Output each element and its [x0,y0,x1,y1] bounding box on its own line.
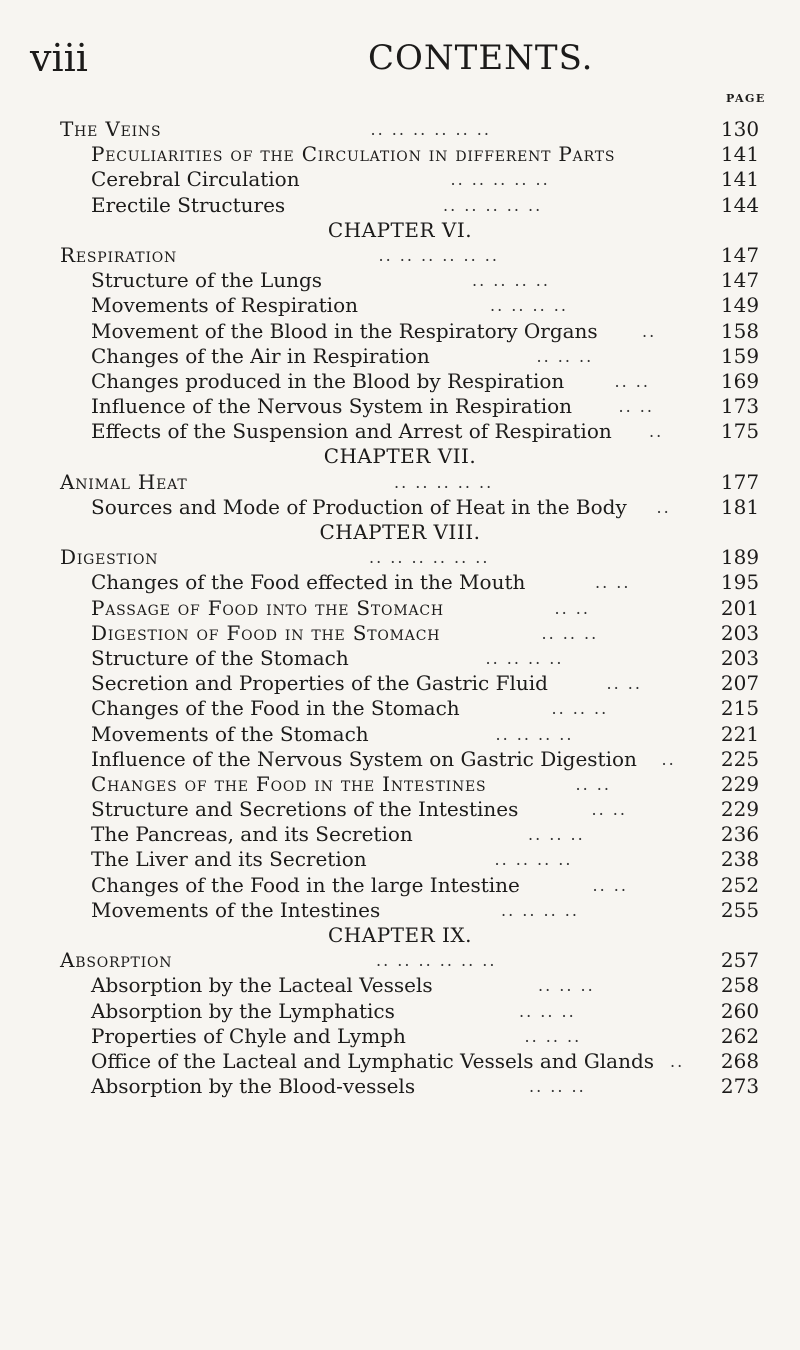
toc-page-number: 201 [720,595,760,620]
toc-page-number: 203 [720,620,760,645]
toc-entry [0,999,800,1024]
toc-page-number: 177 [720,469,760,494]
toc-entry-title: Changes of the Food in the Intestines [91,771,487,796]
toc-entry-title: Digestion of Food in the Stomach [91,620,441,645]
dot-leaders: .. .. .. [536,346,594,366]
toc-page-number: 173 [720,394,760,419]
dot-leaders: .. .. [591,800,627,820]
toc-entry [0,268,800,293]
chapter-heading [0,520,800,545]
toc-page-number: 147 [720,268,760,293]
toc-entry-title: Changes of the Food in the Stomach [91,696,460,721]
dot-leaders: .. .. .. .. [472,271,550,291]
dot-leaders: .. .. .. .. .. .. [376,951,497,971]
toc-entry-title: Cerebral Circulation [91,167,300,192]
dot-leaders: .. .. [575,774,611,794]
toc-page-number: 229 [720,797,760,822]
dot-leaders: .. .. .. .. .. [450,170,550,190]
toc-page-number: 189 [720,545,760,570]
toc-page-number: 260 [720,998,760,1023]
toc-page-number: 258 [720,973,760,998]
toc-page-number: 268 [720,1048,760,1073]
toc-entry [0,1049,800,1074]
table-of-contents [0,117,800,1099]
toc-page-number: 149 [720,293,760,318]
toc-entry-title: Absorption by the Lymphatics [91,998,395,1023]
toc-entry [0,797,800,822]
dot-leaders: .. [642,321,657,341]
toc-entry-title: Movements of Respiration [91,293,358,318]
dot-leaders: .. [649,422,664,442]
toc-entry-title: Animal Heat [60,469,188,494]
toc-entry [0,646,800,671]
toc-entry [0,495,800,520]
toc-entry-title: Absorption by the Blood-vessels [91,1074,416,1099]
toc-entry-title: Structure and Secretions of the Intestines [91,797,519,822]
toc-entry [0,117,800,142]
toc-entry [0,1024,800,1049]
dot-leaders: .. .. [592,875,628,895]
toc-page-number: 255 [720,897,760,922]
dot-leaders: .. .. [618,397,654,417]
toc-entry-title: Digestion [60,545,159,570]
dot-leaders: .. .. .. .. [490,296,568,316]
dot-leaders: .. .. .. [541,623,599,643]
toc-page-number: 207 [720,671,760,696]
toc-page-number: 195 [720,570,760,595]
running-header [0,36,800,80]
toc-entry-title: Peculiarities of the Circulation in different Parts [91,142,616,167]
toc-entry [0,1074,800,1099]
toc-entry [0,671,800,696]
toc-entry [0,369,800,394]
dot-leaders: .. .. .. .. .. [443,195,543,215]
toc-page-number: 147 [720,242,760,267]
running-title: CONTENTS. [368,38,594,78]
toc-entry [0,394,800,419]
toc-entry-title: Office of the Lacteal and Lymphatic Vessels and Glands [91,1048,655,1073]
dot-leaders: .. .. .. .. [494,850,573,870]
toc-entry-title: Movement of the Blood in the Respiratory Organs [91,318,598,343]
toc-entry-title: Erectile Structures [91,192,286,217]
toc-entry [0,142,800,167]
dot-leaders: .. .. .. .. .. .. [370,120,491,139]
toc-entry-title: Changes produced in the Blood by Respiration [91,368,565,393]
toc-entry [0,822,800,847]
toc-page-number: 144 [720,192,760,217]
dot-leaders: .. .. [614,371,650,391]
toc-page-number: 252 [720,872,760,897]
dot-leaders: .. .. .. .. .. .. [378,245,499,265]
toc-entry [0,747,800,772]
toc-page-number: 221 [720,721,760,746]
dot-leaders: .. .. .. [529,1077,586,1097]
toc-page-number: 169 [720,368,760,393]
toc-entry-title: The Liver and its Secretion [91,847,367,872]
toc-page-number: 181 [720,494,760,519]
toc-entry-title: Movements of the Intestines [91,897,381,922]
chapter-heading [0,218,800,243]
toc-page-number: 215 [720,696,760,721]
toc-entry-title: Changes of the Food effected in the Mouth [91,570,526,595]
toc-entry-title: Effects of the Suspension and Arrest of Respiration [91,419,612,444]
toc-page-number: 159 [720,343,760,368]
chapter-title: CHAPTER VII. [323,444,477,469]
toc-entry-title: Absorption by the Lacteal Vessels [91,973,433,998]
toc-entry-title: Structure of the Stomach [91,645,349,670]
toc-page-number: 262 [720,1023,760,1048]
toc-page-number: 225 [720,746,760,771]
page-folio: viii [30,36,88,80]
toc-page-number: 141 [720,142,760,167]
toc-entry [0,898,800,923]
toc-entry-title: Influence of the Nervous System in Respiration [91,394,573,419]
toc-page-number: 229 [720,771,760,796]
toc-page-number: 175 [720,419,760,444]
chapter-title: CHAPTER VI. [327,217,473,242]
toc-entry [0,621,800,646]
dot-leaders: .. [656,497,671,517]
toc-entry [0,293,800,318]
dot-leaders: .. .. .. [524,1026,582,1046]
toc-entry [0,419,800,444]
toc-entry-title: Changes of the Air in Respiration [91,343,430,368]
toc-entry-title: Absorption [60,948,173,973]
toc-entry [0,948,800,973]
dot-leaders: .. .. [554,598,590,618]
toc-entry [0,772,800,797]
toc-entry [0,167,800,192]
toc-page-number: 273 [720,1074,760,1099]
toc-page-number: 238 [720,847,760,872]
dot-leaders: .. .. .. [519,1001,576,1021]
toc-page-number: 130 [720,117,760,141]
toc-entry [0,319,800,344]
toc-entry-title: Changes of the Food in the large Intestine [91,872,520,897]
chapter-heading [0,923,800,948]
toc-entry [0,847,800,872]
toc-entry [0,344,800,369]
dot-leaders: .. .. .. [528,825,585,845]
chapter-title: CHAPTER IX. [328,923,472,947]
toc-page-number: 203 [720,645,760,670]
toc-entry [0,596,800,621]
toc-entry-title: Passage of Food into the Stomach [91,595,444,620]
toc-entry [0,722,800,747]
chapter-heading [0,444,800,469]
dot-leaders: .. .. .. .. [501,900,579,920]
toc-entry [0,193,800,218]
toc-entry-title: Secretion and Properties of the Gastric Fluid [91,671,548,696]
toc-page-number: 236 [720,822,760,847]
toc-entry [0,873,800,898]
dot-leaders: .. .. .. .. [485,648,564,668]
toc-entry-title: Respiration [60,242,178,267]
toc-page-number: 141 [720,167,760,192]
toc-entry [0,570,800,595]
dot-leaders: .. .. .. [551,699,609,719]
dot-leaders: .. [661,749,676,769]
toc-entry [0,470,800,495]
dot-leaders: .. .. .. .. .. .. [369,548,490,568]
toc-entry-title: Structure of the Lungs [91,268,323,293]
toc-entry-title: The Pancreas, and its Secretion [91,822,413,847]
toc-entry-title: Sources and Mode of Production of Heat in the Body [91,494,627,519]
dot-leaders: .. [670,1051,685,1071]
dot-leaders: .. .. [595,573,631,593]
dot-leaders: .. .. .. .. [495,724,574,744]
toc-entry [0,545,800,570]
toc-entry [0,243,800,268]
toc-page-number: 257 [720,948,760,973]
dot-leaders: .. .. .. .. .. [394,472,494,492]
page-column-label: PAGE [726,92,766,105]
toc-entry [0,973,800,998]
toc-entry [0,696,800,721]
toc-page-number: 158 [720,318,760,343]
dot-leaders: .. .. .. [538,976,595,996]
toc-entry-title: Movements of the Stomach [91,721,369,746]
toc-entry-title: The Veins [60,117,162,141]
toc-entry-title: Influence of the Nervous System on Gastric Digestion [91,746,637,771]
dot-leaders: .. .. [606,674,642,694]
toc-entry-title: Properties of Chyle and Lymph [91,1023,406,1048]
chapter-title: CHAPTER VIII. [319,520,481,544]
